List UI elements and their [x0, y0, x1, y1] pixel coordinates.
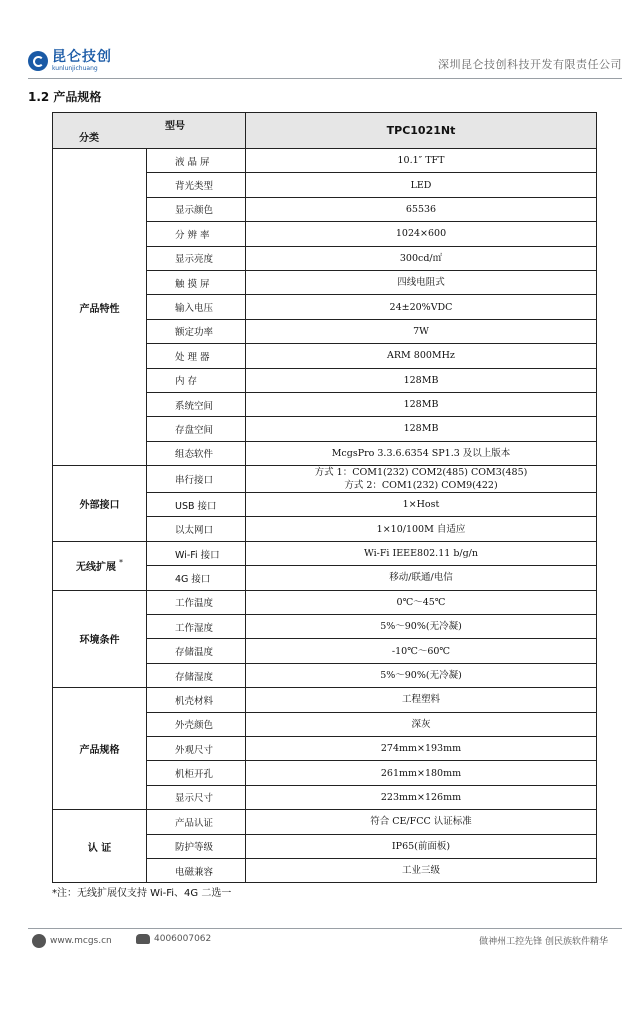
phone-icon	[136, 934, 150, 944]
section-title: 1.2 产品规格	[28, 90, 102, 104]
spec-item-label: 存储湿度	[147, 663, 246, 687]
spec-value-cell	[246, 712, 597, 736]
spec-value-cell	[246, 319, 597, 343]
category-label: 产品特性	[79, 303, 120, 315]
category-label: 无线扩展	[76, 562, 116, 574]
spec-item-label: 额定功率	[147, 319, 246, 343]
spec-value: Wi-Fi IEEE802.11 b/g/n	[364, 548, 478, 560]
spec-item-label: 内 存	[147, 368, 246, 392]
footer-website	[32, 934, 112, 948]
spec-value-cell	[246, 149, 597, 173]
spec-value: 128MB	[403, 399, 439, 411]
spec-value-cell	[246, 344, 597, 368]
spec-item-label: 电磁兼容	[147, 858, 246, 882]
spec-value-cell	[246, 785, 597, 809]
spec-value: 0℃～45℃	[396, 596, 446, 608]
spec-value-cell	[246, 441, 597, 465]
category-label: 外部接口	[79, 499, 120, 511]
logo-icon	[28, 51, 48, 71]
category-cell	[53, 149, 147, 466]
category-cell	[53, 688, 147, 810]
spec-value: 261mm×180mm	[380, 767, 462, 779]
spec-value-line-2: 方式 2：COM1(232) COM9(422)	[344, 480, 498, 492]
spec-value-cell	[246, 246, 597, 270]
spec-value: 128MB	[403, 423, 439, 435]
spec-value: 128MB	[403, 374, 439, 386]
spec-value-cell	[246, 834, 597, 858]
spec-value-cell	[246, 810, 597, 834]
spec-value-cell	[246, 173, 597, 197]
spec-value: 10.1″ TFT	[397, 155, 445, 167]
spec-item-label: 以太网口	[147, 517, 246, 541]
spec-value: 1×10/100M 自适应	[376, 523, 466, 535]
spec-value-cell	[246, 590, 597, 614]
spec-value-cell	[246, 368, 597, 392]
category-cell	[53, 466, 147, 542]
spec-item-label: 显示尺寸	[147, 785, 246, 809]
category-cell	[53, 541, 147, 590]
model-name: TPC1021Nt	[246, 113, 597, 149]
page-footer	[28, 928, 622, 953]
table-row	[53, 590, 597, 614]
spec-value-cell	[246, 270, 597, 294]
spec-item-label: 机壳材料	[147, 688, 246, 712]
logo-english-name: kunlunjichuang	[52, 65, 98, 72]
spec-value-cell	[246, 761, 597, 785]
spec-value: 工业三级	[401, 865, 440, 877]
spec-value: 工程塑料	[401, 694, 440, 706]
spec-value-cell	[246, 517, 597, 541]
spec-item-label: 防护等级	[147, 834, 246, 858]
footnote-mark: *	[119, 558, 123, 568]
spec-item-label: 外观尺寸	[147, 736, 246, 760]
spec-value-cell	[246, 466, 597, 493]
spec-item-label: 组态软件	[147, 441, 246, 465]
spec-item-label: 串行接口	[147, 466, 246, 493]
spec-item-label: 产品认证	[147, 810, 246, 834]
spec-item-label: 显示颜色	[147, 197, 246, 221]
spec-item-label: 存盘空间	[147, 417, 246, 441]
table-row	[53, 688, 597, 712]
spec-item-label: 4G 接口	[147, 566, 246, 590]
spec-item-label: Wi-Fi 接口	[147, 541, 246, 565]
spec-item-label: 系统空间	[147, 392, 246, 416]
spec-value-cell	[246, 566, 597, 590]
spec-value: 符合 CE/FCC 认证标准	[370, 816, 472, 828]
spec-item-label: 显示亮度	[147, 246, 246, 270]
category-label: 环境条件	[79, 635, 120, 647]
spec-value: 24±20%VDC	[389, 301, 453, 313]
spec-value: 移动/联通/电信	[389, 572, 453, 584]
spec-value: 1024×600	[395, 228, 447, 240]
footer-slogan: 做神州工控先锋 创民族软件精华	[479, 937, 608, 947]
logo-chinese-name: 昆仑技创	[52, 49, 112, 65]
spec-value-cell	[246, 858, 597, 882]
spec-value-cell	[246, 417, 597, 441]
header-category-label: 分类	[79, 133, 99, 144]
spec-value: 1×Host	[402, 499, 440, 511]
company-name: 深圳昆仑技创科技开发有限责任公司	[438, 58, 622, 71]
spec-item-label: 工作温度	[147, 590, 246, 614]
footer-phone	[136, 934, 211, 944]
spec-value: IP65(前面板)	[391, 840, 451, 852]
spec-value-cell	[246, 541, 597, 565]
spec-value-cell	[246, 688, 597, 712]
footnote: *注：无线扩展仅支持 Wi-Fi、4G 二选一	[52, 888, 232, 899]
spec-item-label: 分 辨 率	[147, 222, 246, 246]
table-header-row	[53, 113, 597, 149]
spec-value-cell	[246, 736, 597, 760]
category-label: 认 证	[87, 842, 112, 854]
spec-value-cell	[246, 222, 597, 246]
header-model-label: 型号	[165, 121, 185, 132]
spec-item-label: 液 晶 屏	[147, 149, 246, 173]
spec-value: LED	[410, 179, 432, 191]
spec-value-cell	[246, 663, 597, 687]
spec-item-label: 背光类型	[147, 173, 246, 197]
table-row	[53, 810, 597, 834]
spec-value: 5%～90%(无冷凝)	[380, 621, 462, 633]
spec-item-label: 输入电压	[147, 295, 246, 319]
spec-value: 深灰	[411, 718, 431, 730]
spec-value: 300cd/㎡	[399, 252, 443, 264]
category-label: 产品规格	[79, 745, 120, 757]
category-cell	[53, 810, 147, 883]
spec-value: McgsPro 3.3.6.6354 SP1.3 及以上版本	[331, 447, 511, 459]
spec-value: -10℃～60℃	[391, 645, 451, 657]
table-row	[53, 466, 597, 493]
spec-value: 方式 1：COM1(232) COM2(485) COM3(485)	[314, 467, 528, 479]
spec-item-label: 处 理 器	[147, 344, 246, 368]
spec-value-cell	[246, 615, 597, 639]
spec-item-label: 机柜开孔	[147, 761, 246, 785]
spec-value: 65536	[405, 203, 437, 215]
spec-value-cell	[246, 493, 597, 517]
spec-table	[52, 112, 597, 883]
phone-text: 4006007062	[154, 934, 212, 944]
company-logo	[28, 48, 112, 74]
spec-item-label: 工作湿度	[147, 615, 246, 639]
spec-value-cell	[246, 639, 597, 663]
globe-icon	[32, 934, 46, 948]
spec-value-cell	[246, 197, 597, 221]
spec-item-label: 外壳颜色	[147, 712, 246, 736]
spec-item-label: 触 摸 屏	[147, 270, 246, 294]
spec-value-cell	[246, 295, 597, 319]
spec-value: 7W	[413, 325, 429, 337]
spec-item-label: 存储温度	[147, 639, 246, 663]
spec-value: 274mm×193mm	[380, 743, 462, 755]
spec-value: 四线电阻式	[397, 277, 445, 289]
spec-value: 223mm×126mm	[380, 791, 462, 803]
page-header	[28, 48, 622, 79]
spec-item-label: USB 接口	[147, 493, 246, 517]
table-row	[53, 541, 597, 565]
spec-value: ARM 800MHz	[387, 350, 455, 362]
spec-value: 5%～90%(无冷凝)	[380, 670, 462, 681]
category-cell	[53, 590, 147, 688]
spec-value-cell	[246, 392, 597, 416]
header-diagonal-cell	[53, 113, 246, 149]
website-text: www.mcgs.cn	[50, 936, 112, 946]
table-row	[53, 149, 597, 173]
